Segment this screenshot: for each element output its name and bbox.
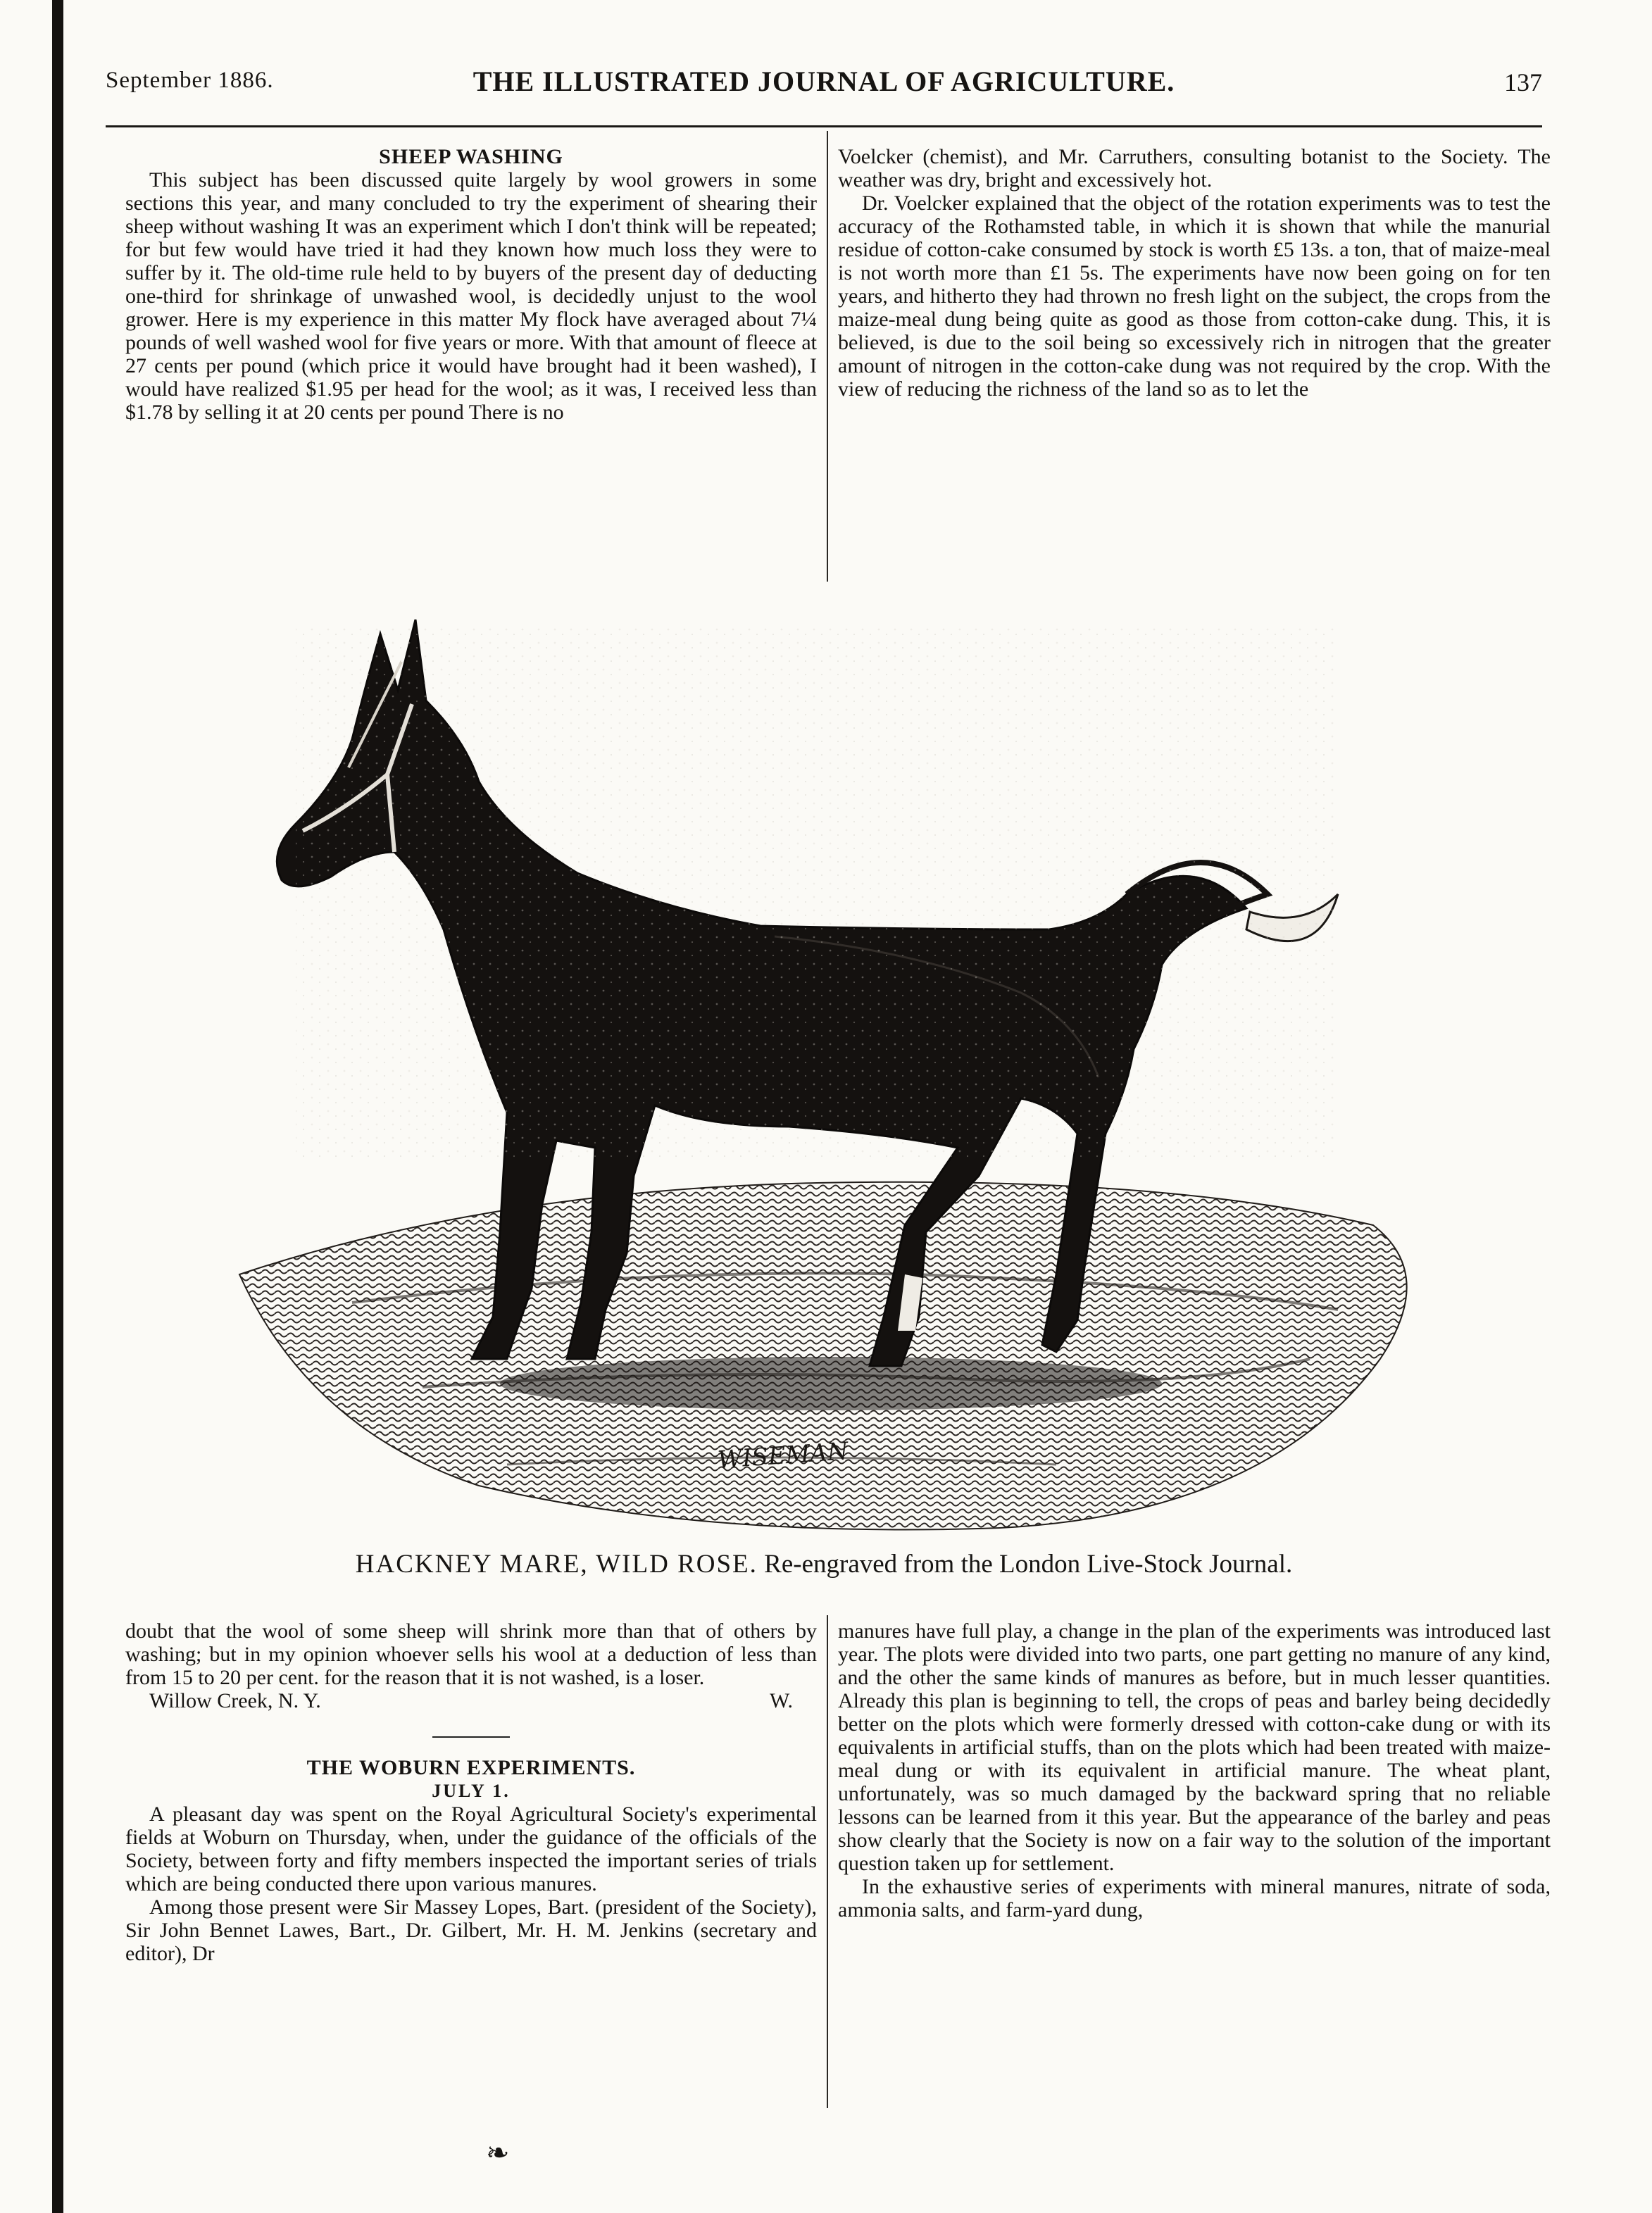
woburn-attendees-paragraph: Among those present were Sir Massey Lopes, Bart. (president of the Society), Sir John Bennet Lawes, Bart., Dr. Gilbert, Mr. H. M. Jenkins (secretary and editor), Dr <box>125 1895 817 1965</box>
sheep-washing-continued: doubt that the wool of some sheep will shrink more than that of others by washing; but in my opinion whoever sells his wool at a deduction of less than from 15 to 20 per cent. for the reason that it is not washed, is a loser. <box>125 1619 817 1689</box>
column-rule-bottom <box>827 1615 828 2108</box>
page-number: 137 <box>1504 68 1542 96</box>
illustration-caption <box>106 1549 1542 1580</box>
hackney-mare-engraving <box>211 598 1451 1535</box>
binding-edge <box>52 0 63 2213</box>
woburn-date: JULY 1. <box>432 1781 511 1801</box>
woburn-plan-paragraph: manures have full play, a change in the plan of the experiments was introduced last year. The plots were divided into two parts, one part getting no manure of any kind, and the other the same kinds of manures as before, but in much lesser quantities. Already this plan is beginning to tell, the crops of peas and barley being decidedly better on the plots which were formerly dressed with cotton-cake dung or with its equivalents in artificial stuffs, than on the plots which had been treated with maize-meal dung or with its equivalent in artificial manure. The wheat plant, unfortunately, was so much damaged by the backward spring that no reliable lessons can be learned from it this year. But the appearance of the barley and peas show clearly that the Society is now on a fair way to the solution of the important question taken up for settlement. <box>838 1619 1551 1875</box>
column-2-bottom <box>838 1619 1551 1922</box>
woburn-heading: THE WOBURN EXPERIMENTS. <box>306 1756 636 1779</box>
caption-credit: Re-engraved from the London Live-Stock Journal. <box>764 1550 1293 1579</box>
engraver-signature: WISEMAN <box>716 1437 849 1474</box>
woburn-continued-paragraph: Voelcker (chemist), and Mr. Carruthers, consulting botanist to the Society. The weather was dry, bright and excessively hot. <box>838 145 1551 192</box>
signoff-place: Willow Creek, N. Y. <box>149 1689 321 1712</box>
running-header <box>106 65 1542 103</box>
woburn-intro-paragraph: A pleasant day was spent on the Royal Agricultural Society's experimental fields at Woburn on Thursday, when, under the guidance of the officials of the Society, between forty and fifty members inspected the important series of trials which are being conducted there upon various manures. <box>125 1803 817 1895</box>
ground <box>239 1182 1407 1530</box>
column-2-top <box>838 145 1551 401</box>
ornament-mark: ❧ <box>486 2137 510 2169</box>
caption-title: HACKNEY MARE, WILD ROSE. <box>355 1550 758 1579</box>
signoff-initial: W. <box>769 1689 793 1712</box>
column-1-bottom <box>125 1619 817 1965</box>
woburn-mineral-paragraph: In the exhaustive series of experiments with mineral manures, nitrate of soda, ammonia salts, and farm-yard dung, <box>838 1875 1551 1922</box>
header-rule <box>106 125 1542 127</box>
sheep-washing-paragraph: This subject has been discussed quite largely by wool growers in some sections this year, and many concluded to try the experiment of shearing their sheep without washing It was an experiment which I don't think will be repeated; for but few would have tried it had they known how much loss they were to suffer by it. The old-time rule held to by buyers of the present day of deducting one-third for shrinkage of unwashed wool, is decidedly unjust to the wool grower. Here is my experience in this matter My flock have averaged about 7¼ pounds of well washed wool for five years or more. With that amount of fleece at 27 cents per pound (which price it would have brought had it been washed), I would have realized $1.95 per head for the wool; as it was, I received less than $1.78 by selling it at 20 cents per pound There is no <box>125 168 817 424</box>
journal-title: THE ILLUSTRATED JOURNAL OF AGRICULTURE. <box>473 65 1175 97</box>
header-date: September 1886. <box>106 68 274 93</box>
section-divider <box>432 1736 510 1738</box>
sheep-washing-signoff <box>125 1689 817 1712</box>
column-rule-top <box>827 131 828 582</box>
woburn-voelcker-paragraph: Dr. Voelcker explained that the object of the rotation experiments was to test the accuracy of the Rothamsted table, in which it is shown that while the manurial residue of cotton-cake consumed by stock is worth £5 13s. a ton, that of maize-meal is not worth more than £1 5s. The experiments have now been going on for ten years, and hitherto they had thrown no fresh light on the subject, the crops from the maize-meal dung being quite as good as those from cotton-cake dung. This, it is believed, is due to the soil being so excessively rich in nitrogen that the greater amount of nitrogen in the cotton-cake dung was not required by the crop. With the view of reducing the richness of the land so as to let the <box>838 192 1551 401</box>
sheep-washing-heading: SHEEP WASHING <box>379 145 563 168</box>
column-1-top <box>125 145 817 424</box>
